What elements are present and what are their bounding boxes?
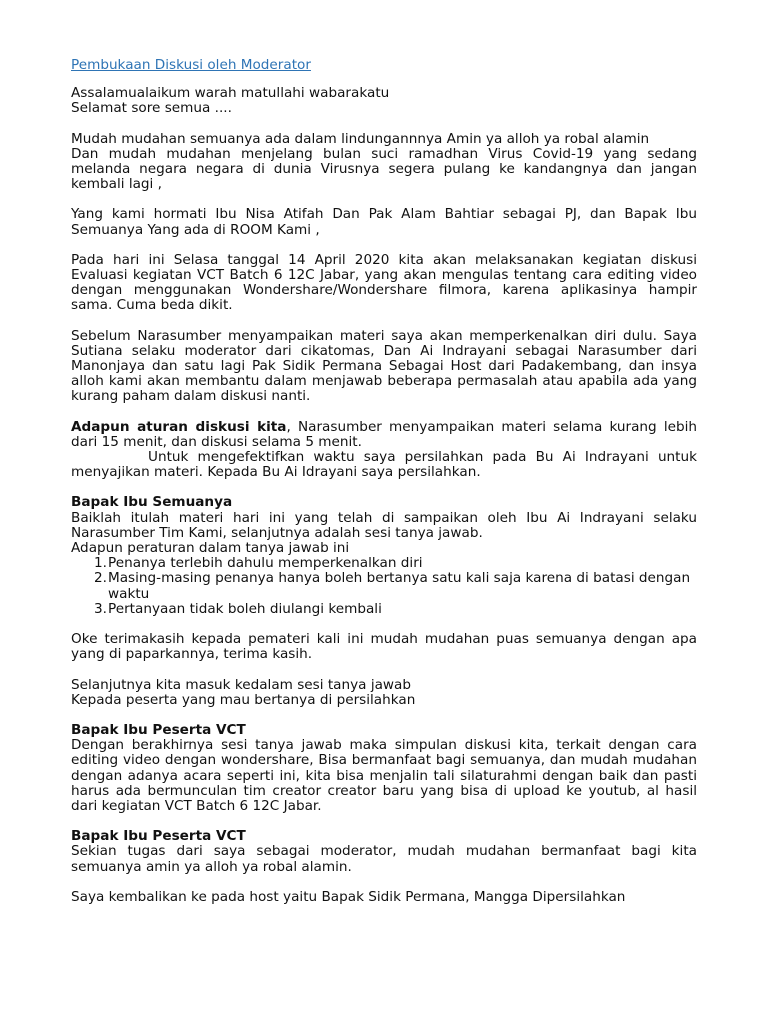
paragraph-qa-intro: Baiklah itulah materi hari ini yang telah di sampaikan oleh Ibu Ai Indrayani selaku Narasumber Tim Kami, selanjutnya adalah sesi tanya jawab. [71, 509, 697, 541]
paragraph-qa-start: Selanjutnya kita masuk kedalam sesi tanya jawab [71, 676, 412, 693]
paragraph-qa-invite: Kepada peserta yang mau bertanya di persilahkan [71, 691, 416, 708]
document-title: Pembukaan Diskusi oleh Moderator [71, 57, 311, 73]
qa-rules-intro: Adapun peraturan dalam tanya jawab ini [71, 540, 350, 557]
paragraph-closing: Sekian tugas dari saya sebagai moderator, mudah mudahan bermanfaat bagi kita semuanya amin ya alloh ya robal alamin. [71, 843, 697, 875]
greeting-line-1: Assalamualaikum warah matullahi wabarakatu [71, 85, 390, 102]
paragraph-conclusion: Dengan berakhirnya sesi tanya jawab maka simpulan diskusi kita, terkait dengan cara editing video dengan wondershare, Bisa bermanfaat bagi semuanya, dan mudah mudahan dengan adanya acara seperti ini, kita bisa menjalin tali silaturahmi dengan baik dan pasti harus ada bermunculan tim creator creator baru yang bisa di upload ke youtub, al hasil dari kegiatan VCT Batch 6 12C Jabar. [71, 737, 697, 814]
heading-peserta-vct-2: Bapak Ibu Peserta VCT [71, 828, 246, 845]
paragraph-introduction: Sebelum Narasumber menyampaikan materi saya akan memperkenalkan diri dulu. Saya Sutiana selaku moderator dari cikatomas, Dan Ai Indrayani sebagai Narasumber dari Manonjaya dan satu lagi Pak Sidik Permana Sebagai Host dari Padakembang, dan insya alloh kami akan membantu dalam menjawab beberapa permasalah atau apabila ada yang kurang paham dalam diskusi nanti. [71, 327, 697, 405]
paragraph-respect: Yang kami hormati Ibu Nisa Atifah Dan Pak Alam Bahtiar sebagai PJ, dan Bapak Ibu Semuanya Yang ada di ROOM Kami , [71, 206, 697, 238]
paragraph-thanks: Oke terimakasih kepada pemateri kali ini mudah mudahan puas semuanya dengan apa yang di paparkannya, terima kasih. [71, 631, 697, 663]
greeting-line-2: Selamat sore semua .... [71, 100, 232, 117]
paragraph-covid: Dan mudah mudahan menjelang bulan suci ramadhan Virus Covid-19 yang sedang melanda negara negara di dunia Virusnya segera pulang ke kandangnya dan jangan kembali lagi , [71, 145, 697, 193]
heading-peserta-vct-1: Bapak Ibu Peserta VCT [71, 721, 246, 738]
document-page [71, 58, 697, 905]
list-item: 1. Penanya terlebih dahulu memperkenalkan diri [94, 555, 423, 572]
paragraph-handover: Saya kembalikan ke pada host yaitu Bapak Sidik Permana, Mangga Dipersilahkan [71, 888, 626, 905]
list-item: 3. Pertanyaan tidak boleh diulangi kembali [94, 600, 382, 617]
list-item: 2. Masing-masing penanya hanya boleh bertanya satu kali saja karena di batasi dengan waktu [94, 570, 691, 602]
paragraph-prayer: Mudah mudahan semuanya ada dalam lindungannnya Amin ya alloh ya robal alamin [71, 130, 650, 147]
heading-bapak-ibu-semuanya: Bapak Ibu Semuanya [71, 494, 233, 511]
rules-heading: Adapun aturan diskusi kita [71, 418, 287, 435]
paragraph-speaker-invite: Untuk mengefektifkan waktu saya persilahkan pada Bu Ai Indrayani untuk menyajikan materi. Kepada Bu Ai Idrayani saya persilahkan. [71, 449, 697, 481]
paragraph-agenda: Pada hari ini Selasa tanggal 14 April 2020 kita akan melaksanakan kegiatan diskusi Evaluasi kegiatan VCT Batch 6 12C Jabar, yang akan mengulas tentang cara editing video dengan menggunakan Wondershare/Wondershare filmora, karena aplikasinya hampir sama. Cuma beda dikit. [71, 251, 697, 314]
paragraph-rules [71, 420, 697, 450]
rules-text: , Narasumber menyampaikan materi selama kurang lebih dari 15 menit, dan diskusi selama 5 menit. [71, 418, 697, 450]
